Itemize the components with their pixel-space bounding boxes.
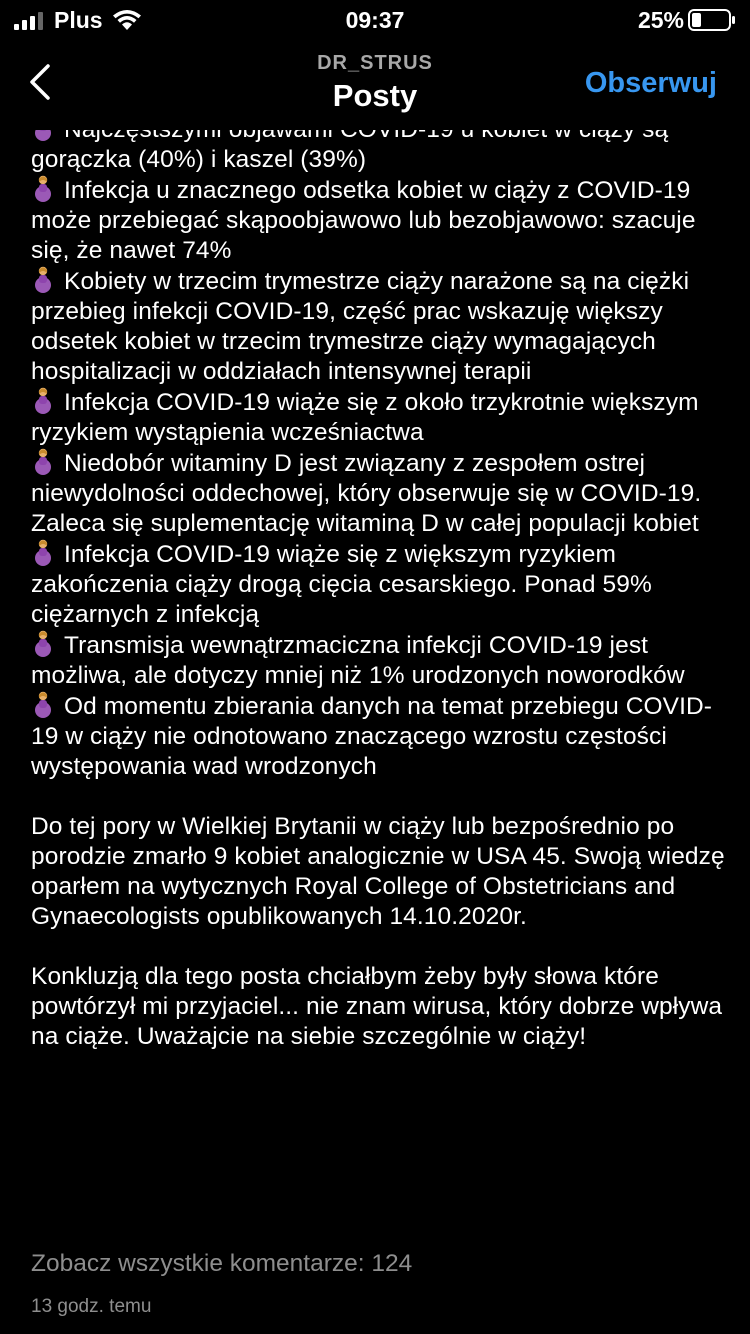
pregnant-woman-icon	[31, 387, 57, 415]
follow-button[interactable]: Obserwuj	[584, 67, 717, 99]
view-all-comments-link[interactable]: Zobacz wszystkie komentarze: 124	[31, 1250, 413, 1277]
pregnant-woman-icon	[31, 266, 57, 294]
caption-item: Od momentu zbierania danych na temat przebiegu COVID-19 w ciąży nie odnotowano znaczącego wzrostu częstości występowania wad wrodzonych	[31, 693, 713, 780]
caption-item: Niedobór witaminy D jest związany z zespołem ostrej niewydolności oddechowej, który obserwuje się w COVID-19. Zaleca się suplementację witaminą D w całej populacji kobiet	[31, 450, 702, 537]
pregnant-woman-icon	[31, 691, 57, 719]
caption-item: gorączka (40%) i kaszel (39%)	[31, 114, 731, 175]
caption-item: Kobiety w trzecim trymestrze ciąży narażone są na ciężki przebieg infekcji COVID-19, część prac wskazuję większy odsetek kobiet w trzecim trymestrze ciąży wymagających hospitalizacji w oddziałach intensywnej terapii	[31, 268, 690, 385]
pregnant-woman-icon	[31, 539, 57, 567]
caption-paragraph: Do tej pory w Wielkiej Brytanii w ciąży lub bezpośrednio po porodzie zmarło 9 kobiet analogicznie w USA 45. Swoją wiedzę oparłem na wytycznych Royal College of Obstetricians and Gynaecologists opublikowanych 14.10.2020r.	[31, 813, 725, 930]
header-username: DR_STRUS	[317, 52, 433, 74]
carrier-name: Plus	[54, 7, 103, 33]
pregnant-woman-icon	[31, 175, 57, 203]
post-timestamp: 13 godz. temu	[31, 1296, 152, 1317]
nav-header	[0, 40, 750, 130]
caption-item: Transmisja wewnątrzmaciczna infekcji COVID-19 jest możliwa, ale dotyczy mniej niż 1% urodzonych noworodków	[31, 632, 685, 689]
caption-item: Infekcja u znacznego odsetka kobiet w ciąży z COVID-19 może przebiegać skąpoobjawowo lub bezobjawowo: szacuje się, że nawet 74%	[31, 177, 696, 264]
post-caption	[31, 114, 731, 1052]
caption-item: Infekcja COVID-19 wiąże się z większym ryzykiem zakończenia ciąży drogą cięcia cesarskiego. Ponad 59% ciężarnych z infekcją	[31, 541, 652, 628]
caption-item: Infekcja COVID-19 wiąże się z około trzykrotnie większym ryzykiem wystąpienia wcześniactwa	[31, 389, 699, 446]
status-time: 09:37	[345, 7, 405, 33]
battery-percentage: 25%	[637, 7, 684, 33]
page-title: Posty	[332, 78, 418, 113]
pregnant-woman-icon	[31, 448, 57, 476]
caption-paragraph: Konkluzją dla tego posta chciałbym żeby były słowa które powtórzył mi przyjaciel... nie znam wirusa, który dobrze wpływa na ciąże. Uważajcie na siebie szczególnie w ciąży!	[31, 963, 723, 1050]
pregnant-woman-icon	[31, 630, 57, 658]
